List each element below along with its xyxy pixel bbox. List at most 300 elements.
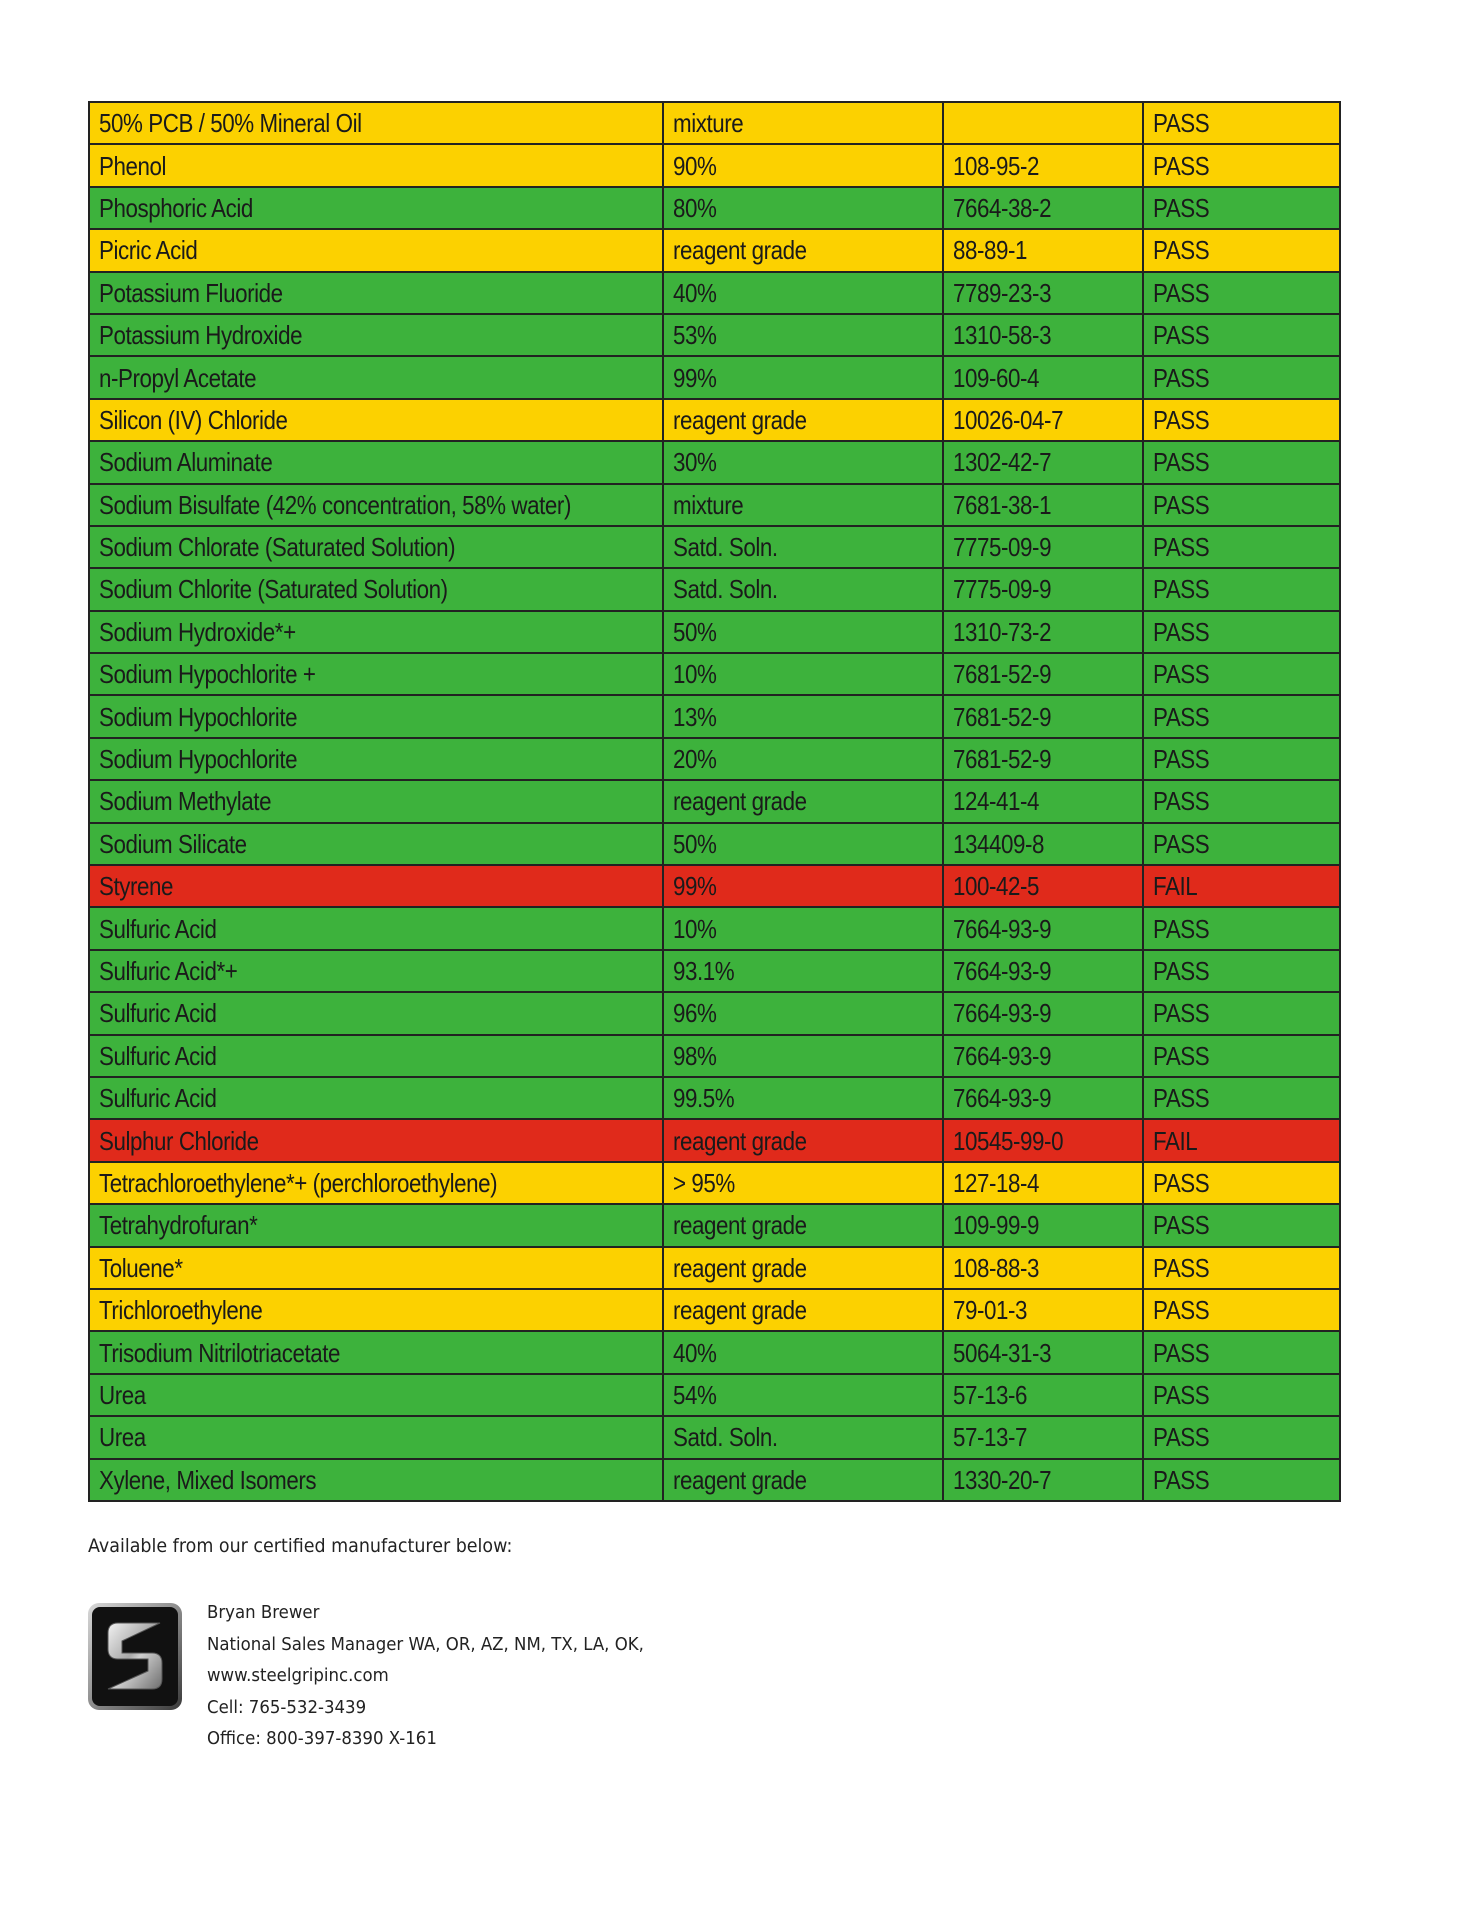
result-cell [1143, 102, 1340, 144]
cas-number-cell [943, 526, 1143, 568]
concentration-cell-text: 10% [673, 659, 717, 690]
cas-number-cell [943, 950, 1143, 992]
chemical-name-cell [89, 907, 663, 949]
chemical-name-cell-text: Sodium Hypochlorite + [99, 659, 316, 690]
result-cell-text: PASS [1153, 1040, 1210, 1071]
concentration-cell-text: mixture [673, 489, 744, 520]
concentration-cell [663, 314, 943, 356]
cas-number-cell-text: 7664-93-9 [953, 956, 1052, 986]
chemical-name-cell-text: Silicon (IV) Chloride [99, 404, 288, 435]
chemical-name-cell [89, 1289, 663, 1331]
cas-number-cell [943, 272, 1143, 314]
concentration-cell [663, 1331, 943, 1373]
table-row [89, 1247, 1340, 1289]
result-cell-text: PASS [1153, 447, 1210, 478]
result-cell-text: PASS [1153, 998, 1210, 1029]
result-cell [1143, 272, 1340, 314]
result-cell-text: PASS [1153, 108, 1210, 139]
concentration-cell-text: 90% [673, 150, 717, 181]
table-row [89, 653, 1340, 695]
concentration-cell [663, 229, 943, 271]
result-cell-text: PASS [1153, 1379, 1210, 1410]
table-row [89, 1416, 1340, 1458]
concentration-cell-text: Satd. Soln. [673, 574, 778, 605]
table-row [89, 568, 1340, 610]
result-cell [1143, 907, 1340, 949]
chemical-name-cell-text: Sodium Aluminate [99, 447, 273, 478]
result-cell [1143, 1035, 1340, 1077]
result-cell [1143, 1459, 1340, 1501]
cas-number-cell [943, 1331, 1143, 1373]
cas-number-cell-text: 79-01-3 [953, 1295, 1028, 1326]
cas-number-cell-text: 7775-09-9 [953, 574, 1052, 605]
concentration-cell [663, 653, 943, 695]
cas-number-cell-text: 7664-93-9 [953, 1040, 1052, 1071]
chemical-name-cell-text: Sodium Chlorate (Saturated Solution) [99, 532, 456, 563]
table-row [89, 780, 1340, 822]
concentration-cell [663, 1289, 943, 1331]
concentration-cell [663, 611, 943, 653]
cas-number-cell [943, 865, 1143, 907]
chemical-name-cell [89, 272, 663, 314]
chemical-name-cell [89, 526, 663, 568]
result-cell-text: FAIL [1153, 1125, 1198, 1156]
concentration-cell-text: 99.5% [673, 1083, 735, 1114]
contact-name: Bryan Brewer [207, 1602, 320, 1623]
contact-office: Office: 800-397-8390 X-161 [207, 1728, 437, 1749]
result-cell [1143, 695, 1340, 737]
concentration-cell-text: 96% [673, 998, 717, 1029]
cas-number-cell [943, 695, 1143, 737]
table-row [89, 1459, 1340, 1501]
result-cell [1143, 568, 1340, 610]
table-row [89, 1035, 1340, 1077]
concentration-cell-text: 50% [673, 616, 717, 647]
result-cell-text: PASS [1153, 1083, 1210, 1114]
concentration-cell-text: 13% [673, 701, 717, 732]
cas-number-cell [943, 1247, 1143, 1289]
contact-title: National Sales Manager WA, OR, AZ, NM, TX, LA, OK, [207, 1633, 644, 1655]
chemical-name-cell-text: Trisodium Nitrilotriacetate [99, 1337, 341, 1368]
chemical-name-cell [89, 823, 663, 865]
table-row [89, 399, 1340, 441]
cas-number-cell-text: 7681-52-9 [953, 744, 1052, 775]
table-row [89, 102, 1340, 144]
cas-number-cell [943, 907, 1143, 949]
concentration-cell [663, 484, 943, 526]
chemical-name-cell [89, 611, 663, 653]
chemical-name-cell-text: Sulfuric Acid [99, 913, 217, 944]
cas-number-cell [943, 484, 1143, 526]
concentration-cell [663, 441, 943, 483]
result-cell [1143, 1162, 1340, 1204]
table-row [89, 1374, 1340, 1416]
table-row [89, 865, 1340, 907]
result-cell [1143, 229, 1340, 271]
cas-number-cell [943, 229, 1143, 271]
result-cell-text: PASS [1153, 1252, 1210, 1283]
chemical-name-cell-text: Sodium Chlorite (Saturated Solution) [99, 574, 448, 605]
result-cell [1143, 992, 1340, 1034]
result-cell [1143, 314, 1340, 356]
concentration-cell-text: 20% [673, 744, 717, 775]
concentration-cell [663, 356, 943, 398]
contact-website[interactable]: www.steelgripinc.com [207, 1665, 389, 1686]
chemical-resistance-table [88, 101, 1341, 1502]
table-row [89, 907, 1340, 949]
cas-number-cell-text: 108-88-3 [953, 1252, 1040, 1283]
result-cell-text: PASS [1153, 574, 1210, 605]
chemical-name-cell [89, 568, 663, 610]
chemical-name-cell [89, 1416, 663, 1458]
result-cell-text: PASS [1153, 913, 1210, 944]
result-cell-text: PASS [1153, 1464, 1210, 1495]
chemical-name-cell-text: Tetrahydrofuran* [99, 1210, 258, 1241]
concentration-cell-text: reagent grade [673, 1210, 807, 1241]
concentration-cell [663, 272, 943, 314]
cas-number-cell-text: 57-13-7 [953, 1422, 1028, 1453]
chemical-name-cell-text: Sodium Silicate [99, 828, 247, 859]
cas-number-cell [943, 1162, 1143, 1204]
concentration-cell [663, 1459, 943, 1501]
chemical-name-cell [89, 356, 663, 398]
concentration-cell [663, 950, 943, 992]
result-cell-text: PASS [1153, 532, 1210, 563]
chemical-name-cell-text: Phosphoric Acid [99, 192, 253, 223]
concentration-cell-text: 40% [673, 1337, 717, 1368]
chemical-name-cell-text: Sulfuric Acid [99, 998, 217, 1029]
concentration-cell [663, 102, 943, 144]
cas-number-cell [943, 738, 1143, 780]
chemical-name-cell-text: Urea [99, 1422, 146, 1453]
cas-number-cell [943, 1204, 1143, 1246]
concentration-cell-text: reagent grade [673, 786, 807, 817]
chemical-name-cell [89, 102, 663, 144]
concentration-cell-text: 98% [673, 1040, 717, 1071]
concentration-cell-text: 54% [673, 1379, 717, 1410]
chemical-name-cell-text: Sulfuric Acid*+ [99, 956, 238, 986]
result-cell-text: PASS [1153, 320, 1210, 351]
steelgrip-s-logo-icon [88, 1603, 182, 1710]
chemical-name-cell [89, 653, 663, 695]
chemical-name-cell [89, 950, 663, 992]
concentration-cell-text: 80% [673, 192, 717, 223]
chemical-name-cell [89, 1162, 663, 1204]
cas-number-cell [943, 144, 1143, 186]
chemical-name-cell [89, 229, 663, 271]
cas-number-cell-text: 100-42-5 [953, 871, 1040, 902]
cas-number-cell-text: 7681-38-1 [953, 489, 1052, 520]
cas-number-cell-text: 7775-09-9 [953, 532, 1052, 563]
table-row [89, 695, 1340, 737]
result-cell-text: PASS [1153, 956, 1210, 986]
concentration-cell [663, 738, 943, 780]
result-cell-text: PASS [1153, 404, 1210, 435]
chemical-name-cell [89, 1459, 663, 1501]
chemical-name-cell-text: Xylene, Mixed Isomers [99, 1464, 317, 1495]
table-row [89, 1119, 1340, 1161]
result-cell-text: PASS [1153, 489, 1210, 520]
result-cell-text: PASS [1153, 744, 1210, 775]
concentration-cell [663, 1374, 943, 1416]
chemical-name-cell [89, 144, 663, 186]
chemical-name-cell [89, 780, 663, 822]
chemical-name-cell-text: Urea [99, 1379, 146, 1410]
table-row [89, 484, 1340, 526]
cas-number-cell [943, 1035, 1143, 1077]
chemical-name-cell-text: Toluene* [99, 1252, 183, 1283]
chemical-name-cell-text: Picric Acid [99, 235, 198, 266]
cas-number-cell [943, 823, 1143, 865]
cas-number-cell [943, 399, 1143, 441]
result-cell-text: PASS [1153, 1210, 1210, 1241]
result-cell-text: PASS [1153, 828, 1210, 859]
result-cell [1143, 441, 1340, 483]
result-cell-text: PASS [1153, 786, 1210, 817]
concentration-cell [663, 907, 943, 949]
concentration-cell-text: 93.1% [673, 956, 735, 986]
chemical-name-cell [89, 695, 663, 737]
chemical-name-cell [89, 399, 663, 441]
cas-number-cell [943, 611, 1143, 653]
concentration-cell-text: reagent grade [673, 235, 807, 266]
cas-number-cell-text: 1310-58-3 [953, 320, 1052, 351]
cas-number-cell [943, 1374, 1143, 1416]
table-body [89, 102, 1340, 1501]
concentration-cell [663, 399, 943, 441]
cas-number-cell-text: 7789-23-3 [953, 277, 1052, 308]
result-cell-text: FAIL [1153, 871, 1198, 902]
cas-number-cell [943, 1289, 1143, 1331]
result-cell-text: PASS [1153, 1167, 1210, 1198]
concentration-cell [663, 187, 943, 229]
concentration-cell-text: 40% [673, 277, 717, 308]
result-cell-text: PASS [1153, 362, 1210, 393]
result-cell-text: PASS [1153, 192, 1210, 223]
cas-number-cell-text: 7681-52-9 [953, 659, 1052, 690]
concentration-cell [663, 1204, 943, 1246]
table-row [89, 1162, 1340, 1204]
concentration-cell-text: 30% [673, 447, 717, 478]
chemical-name-cell-text: Sulfuric Acid [99, 1040, 217, 1071]
chemical-name-cell [89, 1077, 663, 1119]
result-cell-text: PASS [1153, 235, 1210, 266]
table-row [89, 1204, 1340, 1246]
result-cell [1143, 526, 1340, 568]
chemical-name-cell-text: Sodium Bisulfate (42% concentration, 58% water) [99, 489, 571, 520]
chemical-name-cell [89, 1374, 663, 1416]
result-cell [1143, 399, 1340, 441]
table-row [89, 1289, 1340, 1331]
table-row [89, 738, 1340, 780]
chemical-name-cell-text: Potassium Hydroxide [99, 320, 303, 351]
table-row [89, 144, 1340, 186]
contact-cell: Cell: 765-532-3439 [207, 1696, 367, 1718]
chemical-name-cell [89, 1247, 663, 1289]
cas-number-cell-text: 1302-42-7 [953, 447, 1052, 478]
cas-number-cell-text: 7664-38-2 [953, 192, 1052, 223]
concentration-cell [663, 526, 943, 568]
chemical-name-cell-text: Tetrachloroethylene*+ (perchloroethylene) [99, 1167, 498, 1198]
cas-number-cell [943, 441, 1143, 483]
chemical-name-cell [89, 865, 663, 907]
result-cell [1143, 1204, 1340, 1246]
result-cell-text: PASS [1153, 1422, 1210, 1453]
result-cell [1143, 1247, 1340, 1289]
concentration-cell-text: 50% [673, 828, 717, 859]
result-cell [1143, 653, 1340, 695]
chemical-name-cell-text: Sodium Methylate [99, 786, 272, 817]
result-cell-text: PASS [1153, 659, 1210, 690]
result-cell [1143, 484, 1340, 526]
result-cell [1143, 865, 1340, 907]
chemical-name-cell-text: Sulfuric Acid [99, 1083, 217, 1114]
table-row [89, 526, 1340, 568]
cas-number-cell [943, 1119, 1143, 1161]
result-cell [1143, 950, 1340, 992]
chemical-name-cell-text: Sodium Hydroxide*+ [99, 616, 296, 647]
result-cell [1143, 1289, 1340, 1331]
concentration-cell-text: Satd. Soln. [673, 1422, 778, 1453]
table-row [89, 1077, 1340, 1119]
table-row [89, 823, 1340, 865]
concentration-cell-text: 53% [673, 320, 717, 351]
cas-number-cell-text: 108-95-2 [953, 150, 1040, 181]
chemical-name-cell-text: Potassium Fluoride [99, 277, 283, 308]
result-cell-text: PASS [1153, 701, 1210, 732]
cas-number-cell-text: 7664-93-9 [953, 1083, 1052, 1114]
cas-number-cell [943, 992, 1143, 1034]
cas-number-cell-text: 88-89-1 [953, 235, 1028, 266]
availability-note: Available from our certified manufacturer below: [88, 1535, 513, 1557]
cas-number-cell [943, 102, 1143, 144]
contact-info [207, 1597, 682, 1755]
result-cell [1143, 823, 1340, 865]
chemical-name-cell [89, 187, 663, 229]
concentration-cell [663, 695, 943, 737]
concentration-cell [663, 568, 943, 610]
concentration-cell-text: reagent grade [673, 404, 807, 435]
table-row [89, 272, 1340, 314]
concentration-cell-text: reagent grade [673, 1125, 807, 1156]
concentration-cell [663, 1247, 943, 1289]
concentration-cell-text: 10% [673, 913, 717, 944]
cas-number-cell-text: 10026-04-7 [953, 404, 1064, 435]
cas-number-cell-text: 7681-52-9 [953, 701, 1052, 732]
chemical-name-cell-text: Phenol [99, 150, 167, 181]
result-cell-text: PASS [1153, 1295, 1210, 1326]
chemical-name-cell-text: Sulphur Chloride [99, 1125, 259, 1156]
result-cell [1143, 780, 1340, 822]
cas-number-cell [943, 653, 1143, 695]
cas-number-cell-text: 10545-99-0 [953, 1125, 1064, 1156]
chemical-name-cell [89, 992, 663, 1034]
table-row [89, 229, 1340, 271]
chemical-name-cell [89, 314, 663, 356]
table-row [89, 441, 1340, 483]
chemical-name-cell [89, 1331, 663, 1373]
chemical-name-cell [89, 738, 663, 780]
chemical-name-cell-text: n-Propyl Acetate [99, 362, 257, 393]
chemical-name-cell [89, 1204, 663, 1246]
table-row [89, 356, 1340, 398]
result-cell [1143, 1374, 1340, 1416]
cas-number-cell [943, 1459, 1143, 1501]
chemical-name-cell [89, 441, 663, 483]
result-cell-text: PASS [1153, 1337, 1210, 1368]
cas-number-cell-text: 5064-31-3 [953, 1337, 1052, 1368]
chemical-name-cell [89, 1035, 663, 1077]
cas-number-cell-text: 109-60-4 [953, 362, 1040, 393]
chemical-name-cell [89, 484, 663, 526]
chemical-name-cell [89, 1119, 663, 1161]
cas-number-cell [943, 314, 1143, 356]
chemical-name-cell-text: Trichloroethylene [99, 1295, 263, 1326]
concentration-cell [663, 1035, 943, 1077]
chemical-name-cell-text: 50% PCB / 50% Mineral Oil [99, 108, 362, 139]
chemical-name-cell-text: Styrene [99, 871, 174, 902]
cas-number-cell [943, 568, 1143, 610]
concentration-cell [663, 1416, 943, 1458]
table-row [89, 950, 1340, 992]
result-cell [1143, 144, 1340, 186]
result-cell [1143, 611, 1340, 653]
concentration-cell [663, 780, 943, 822]
result-cell-text: PASS [1153, 150, 1210, 181]
result-cell [1143, 1416, 1340, 1458]
cas-number-cell [943, 187, 1143, 229]
concentration-cell [663, 992, 943, 1034]
cas-number-cell-text: 124-41-4 [953, 786, 1040, 817]
cas-number-cell [943, 1077, 1143, 1119]
result-cell-text: PASS [1153, 277, 1210, 308]
cas-number-cell-text: 134409-8 [953, 828, 1045, 859]
concentration-cell [663, 823, 943, 865]
table-row [89, 1331, 1340, 1373]
cas-number-cell-text: 1330-20-7 [953, 1464, 1052, 1495]
table-row [89, 992, 1340, 1034]
table-row [89, 187, 1340, 229]
concentration-cell-text: reagent grade [673, 1295, 807, 1326]
concentration-cell-text: 99% [673, 871, 717, 902]
result-cell [1143, 187, 1340, 229]
concentration-cell [663, 144, 943, 186]
concentration-cell-text: Satd. Soln. [673, 532, 778, 563]
cas-number-cell-text: 7664-93-9 [953, 998, 1052, 1029]
chemical-name-cell-text: Sodium Hypochlorite [99, 744, 298, 775]
concentration-cell-text: > 95% [673, 1167, 735, 1198]
concentration-cell [663, 1162, 943, 1204]
concentration-cell-text: reagent grade [673, 1464, 807, 1495]
cas-number-cell [943, 1416, 1143, 1458]
result-cell [1143, 1331, 1340, 1373]
concentration-cell-text: mixture [673, 108, 744, 139]
table-row [89, 611, 1340, 653]
cas-number-cell-text: 109-99-9 [953, 1210, 1040, 1241]
cas-number-cell-text: 1310-73-2 [953, 616, 1052, 647]
cas-number-cell [943, 780, 1143, 822]
result-cell [1143, 1077, 1340, 1119]
concentration-cell-text: 99% [673, 362, 717, 393]
concentration-cell-text: reagent grade [673, 1252, 807, 1283]
result-cell [1143, 738, 1340, 780]
cas-number-cell [943, 356, 1143, 398]
cas-number-cell-text: 7664-93-9 [953, 913, 1052, 944]
concentration-cell [663, 865, 943, 907]
concentration-cell [663, 1119, 943, 1161]
chemical-name-cell-text: Sodium Hypochlorite [99, 701, 298, 732]
concentration-cell [663, 1077, 943, 1119]
